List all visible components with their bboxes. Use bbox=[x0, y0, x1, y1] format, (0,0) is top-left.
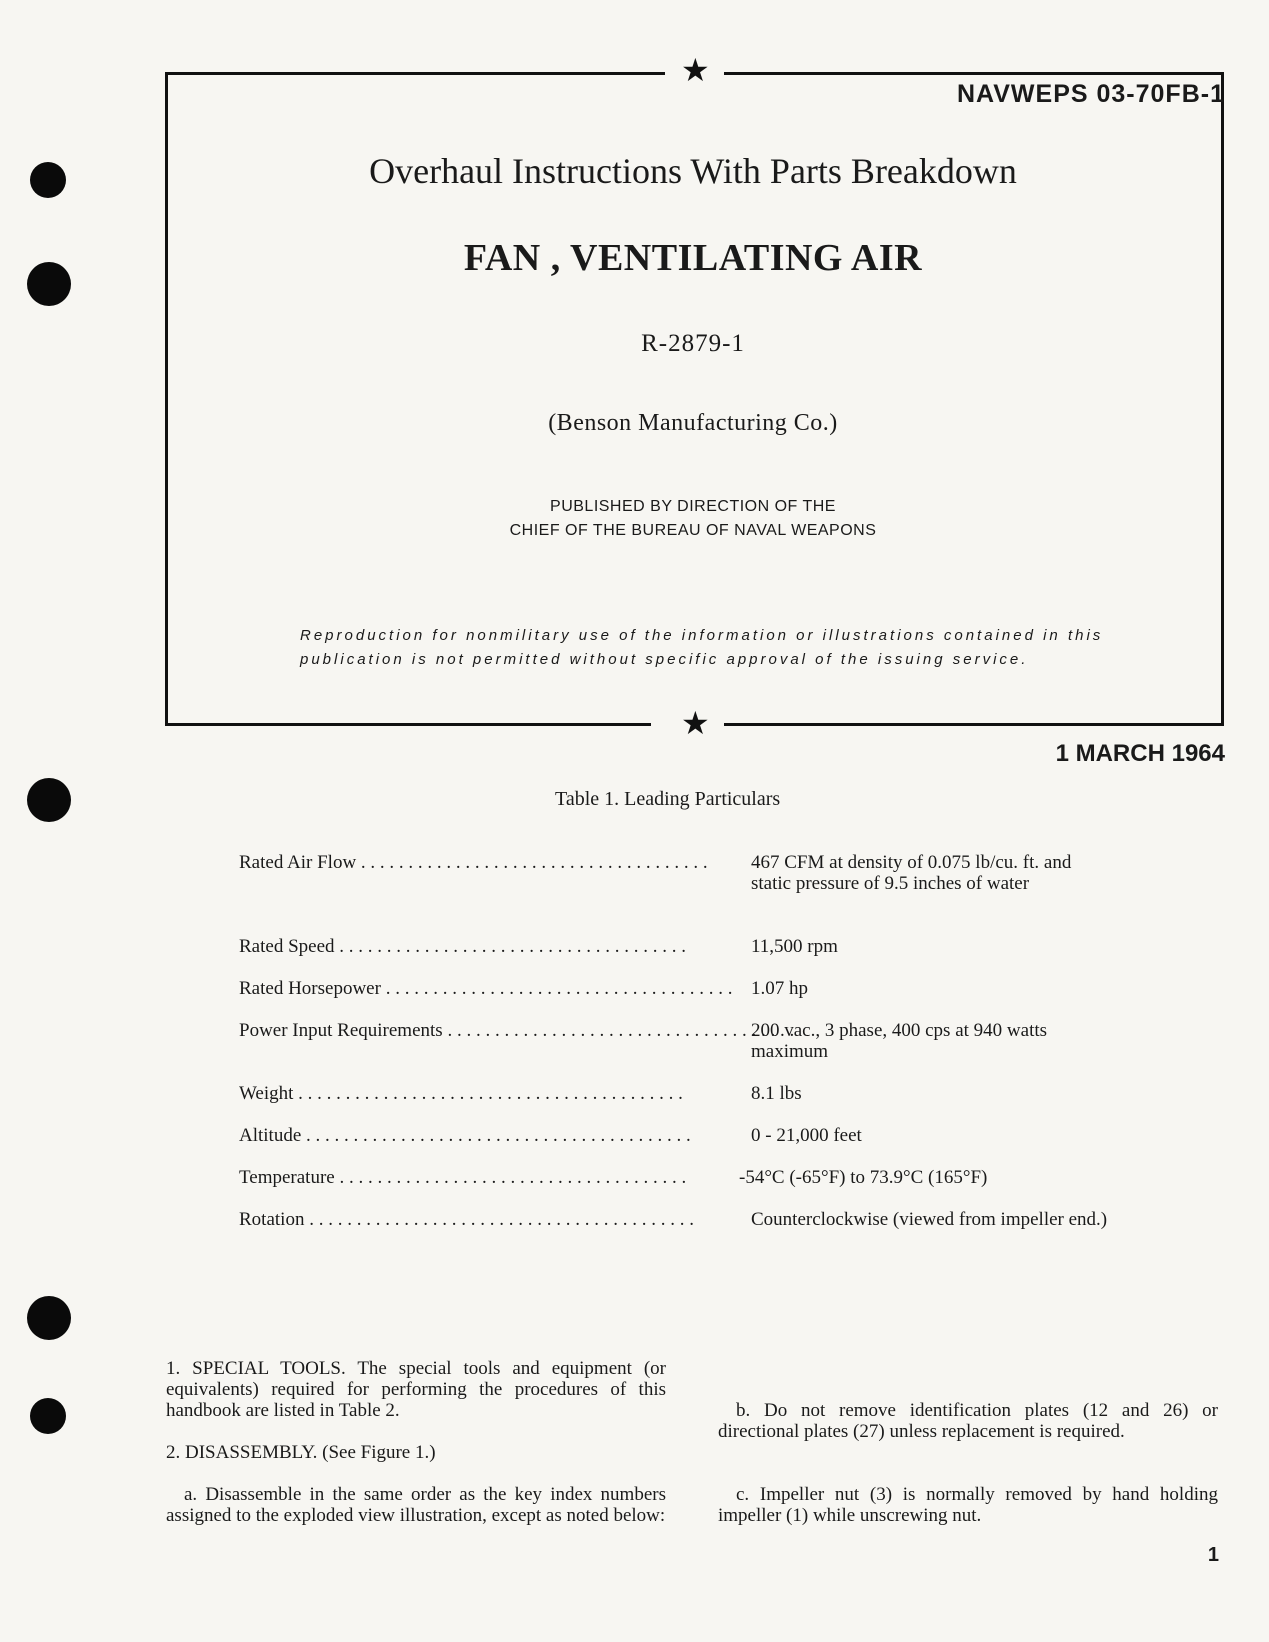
row-label: Weight . . . . . . . . . . . . . . . . . . . . . . . . . . . . . . . . . . . . . . . . . bbox=[239, 1083, 683, 1104]
binder-hole bbox=[27, 778, 71, 822]
row-label: Altitude . . . . . . . . . . . . . . . . . . . . . . . . . . . . . . . . . . . . . . . . . bbox=[239, 1125, 691, 1146]
paragraph-step-b: b. Do not remove identification plates (12 and 26) or directional plates (27) unless replacement is required. bbox=[718, 1400, 1218, 1442]
row-label: Rated Speed . . . . . . . . . . . . . . . . . . . . . . . . . . . . . . . . . . . . . bbox=[239, 936, 687, 957]
reproduction-notice: publication is not permitted without specific approval of the issuing service. bbox=[300, 651, 1029, 668]
bottom-rule-left bbox=[165, 723, 651, 726]
published-by-line: CHIEF OF THE BUREAU OF NAVAL WEAPONS bbox=[509, 522, 877, 539]
paragraph-disassembly: 2. DISASSEMBLY. (See Figure 1.) bbox=[166, 1442, 436, 1463]
binder-hole bbox=[30, 162, 66, 198]
binder-hole bbox=[30, 1398, 66, 1434]
row-value: 8.1 lbs bbox=[751, 1083, 802, 1104]
row-value: -54°C (-65°F) to 73.9°C (165°F) bbox=[739, 1167, 988, 1188]
publication-date: 1 MARCH 1964 bbox=[1055, 740, 1225, 767]
reproduction-notice: Reproduction for nonmilitary use of the information or illustrations contained in this bbox=[300, 627, 1104, 644]
table-caption: Table 1. Leading Particulars bbox=[555, 788, 781, 810]
paragraph-step-c: c. Impeller nut (3) is normally removed by hand holding impeller (1) while unscrewing nut. bbox=[718, 1484, 1218, 1526]
part-number: R-2879-1 bbox=[641, 330, 745, 357]
top-rule-left bbox=[165, 72, 665, 75]
publication-number: NAVWEPS 03-70FB-1 bbox=[957, 80, 1225, 108]
row-value: Counterclockwise (viewed from impeller end.) bbox=[751, 1209, 1108, 1230]
star-icon: ★ bbox=[681, 704, 710, 742]
paragraph-special-tools: 1. SPECIAL TOOLS. The special tools and equipment (or equivalents) required for performing the procedures of this handbook are listed in Table 2. bbox=[166, 1358, 666, 1421]
binder-hole bbox=[27, 1296, 71, 1340]
row-value: 1.07 hp bbox=[751, 978, 808, 999]
manufacturer: (Benson Manufacturing Co.) bbox=[548, 410, 838, 436]
row-label: Temperature . . . . . . . . . . . . . . . . . . . . . . . . . . . . . . . . . . . . . bbox=[239, 1167, 687, 1188]
row-label: Rotation . . . . . . . . . . . . . . . . . . . . . . . . . . . . . . . . . . . . . . . . . bbox=[239, 1209, 694, 1230]
binder-hole bbox=[27, 262, 71, 306]
row-label: Power Input Requirements . . . . . . . . . . . . . . . . . . . . . . . . . . . . . . . . . . . . . bbox=[239, 1020, 795, 1041]
row-value: 200 vac., 3 phase, 400 cps at 940 watts maximum bbox=[751, 1020, 1048, 1062]
row-value: 11,500 rpm bbox=[751, 936, 838, 957]
published-by-line: PUBLISHED BY DIRECTION OF THE bbox=[550, 498, 836, 515]
row-label: Rated Air Flow . . . . . . . . . . . . . . . . . . . . . . . . . . . . . . . . . . . . . bbox=[239, 852, 708, 873]
bottom-rule-right bbox=[724, 723, 1221, 726]
equipment-name: FAN , VENTILATING AIR bbox=[463, 237, 923, 279]
page-number: 1 bbox=[1207, 1544, 1219, 1566]
star-icon: ★ bbox=[681, 51, 710, 89]
row-value: 0 - 21,000 feet bbox=[751, 1125, 862, 1146]
top-rule-right bbox=[724, 72, 1221, 75]
row-label: Rated Horsepower . . . . . . . . . . . . . . . . . . . . . . . . . . . . . . . . . . . . . bbox=[239, 978, 733, 999]
row-value: 467 CFM at density of 0.075 lb/cu. ft. and static pressure of 9.5 inches of water bbox=[751, 852, 1072, 894]
document-title: Overhaul Instructions With Parts Breakdown bbox=[369, 151, 1017, 191]
paragraph-step-a: a. Disassemble in the same order as the key index numbers assigned to the exploded view illustration, except as noted below: bbox=[166, 1484, 666, 1526]
